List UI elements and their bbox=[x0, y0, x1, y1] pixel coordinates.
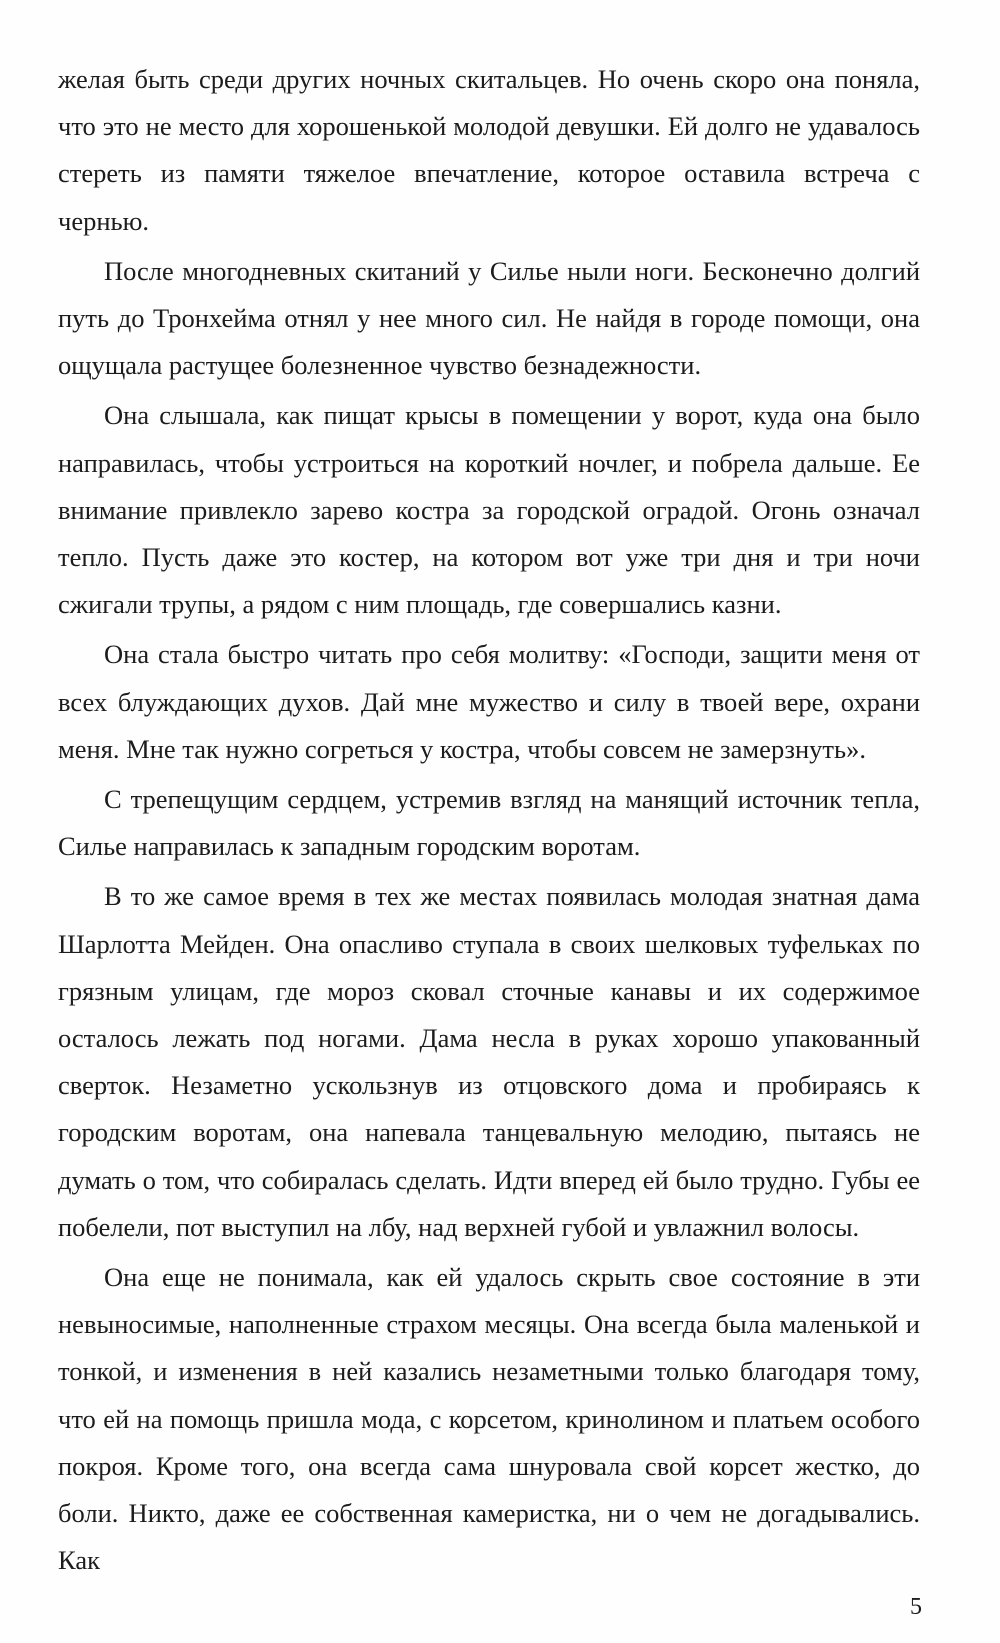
paragraph-3: Она слышала, как пищат крысы в помещении у ворот, куда она было направилась, чтобы устроиться на короткий ночлег, и побрела дальше. Ее внимание привлекло зарево костра за городской оградой. Огонь означал тепло. Пусть даже это костер, на котором вот уже три дня и три ночи сжигали трупы, а рядом с ним площадь, где совершались казни. bbox=[58, 400, 920, 620]
paragraph-7: Она еще не понимала, как ей удалось скрыть свое состояние в эти невыносимые, наполненные страхом месяцы. Она всегда была маленькой и тонкой, и изменения в ней казались незаметными только благодаря тому, что ей на помощь пришла мода, с корсетом, кринолином и платьем особого покроя. Кроме того, она всегда сама шнуровала свой корсет жестко, до боли. Никто, даже ее собственная камеристка, ни о чем не догадывались. Как bbox=[58, 1262, 920, 1576]
paragraph-6: В то же самое время в тех же местах появилась молодая знатная дама Шарлотта Мейден. Она опасливо ступала в своих шелковых туфельках по грязным улицам, где мороз сковал сточные канавы и их содержимое осталось лежать под ногами. Дама несла в руках хорошо упакованный сверток. Незаметно ускользнув из отцовского дома и пробираясь к городским воротам, она напевала танцевальную мелодию, пытаясь не думать о том, что собиралась сделать. Идти вперед ей было трудно. Губы ее побелели, пот выступил на лбу, над верхней губой и увлажнил волосы. bbox=[58, 881, 920, 1242]
paragraph-1: желая быть среди других ночных скитальцев. Но очень скоро она поняла, что это не место для хорошенькой молодой девушки. Ей долго не удавалось стереть из памяти тяжелое впечатление, которое оставила встреча с чернью. bbox=[58, 64, 920, 236]
paragraph-5: С трепещущим сердцем, устремив взгляд на манящий источник тепла, Силье направилась к западным городским воротам. bbox=[58, 784, 920, 862]
paragraph-2: После многодневных скитаний у Силье ныли ноги. Бесконечно долгий путь до Тронхейма отнял у нее много сил. Не найдя в городе помощи, она ощущала растущее болезненное чувство безнадежности. bbox=[58, 255, 920, 381]
paragraph-4: Она стала быстро читать про себя молитву: «Господи, защити меня от всех блуждающих духов. Дай мне мужество и силу в твоей вере, охрани меня. Мне так нужно согреться у костра, чтобы совсем не замерзнуть». bbox=[58, 639, 920, 764]
page-number: 5 bbox=[910, 1594, 922, 1620]
page-text bbox=[58, 56, 920, 1585]
